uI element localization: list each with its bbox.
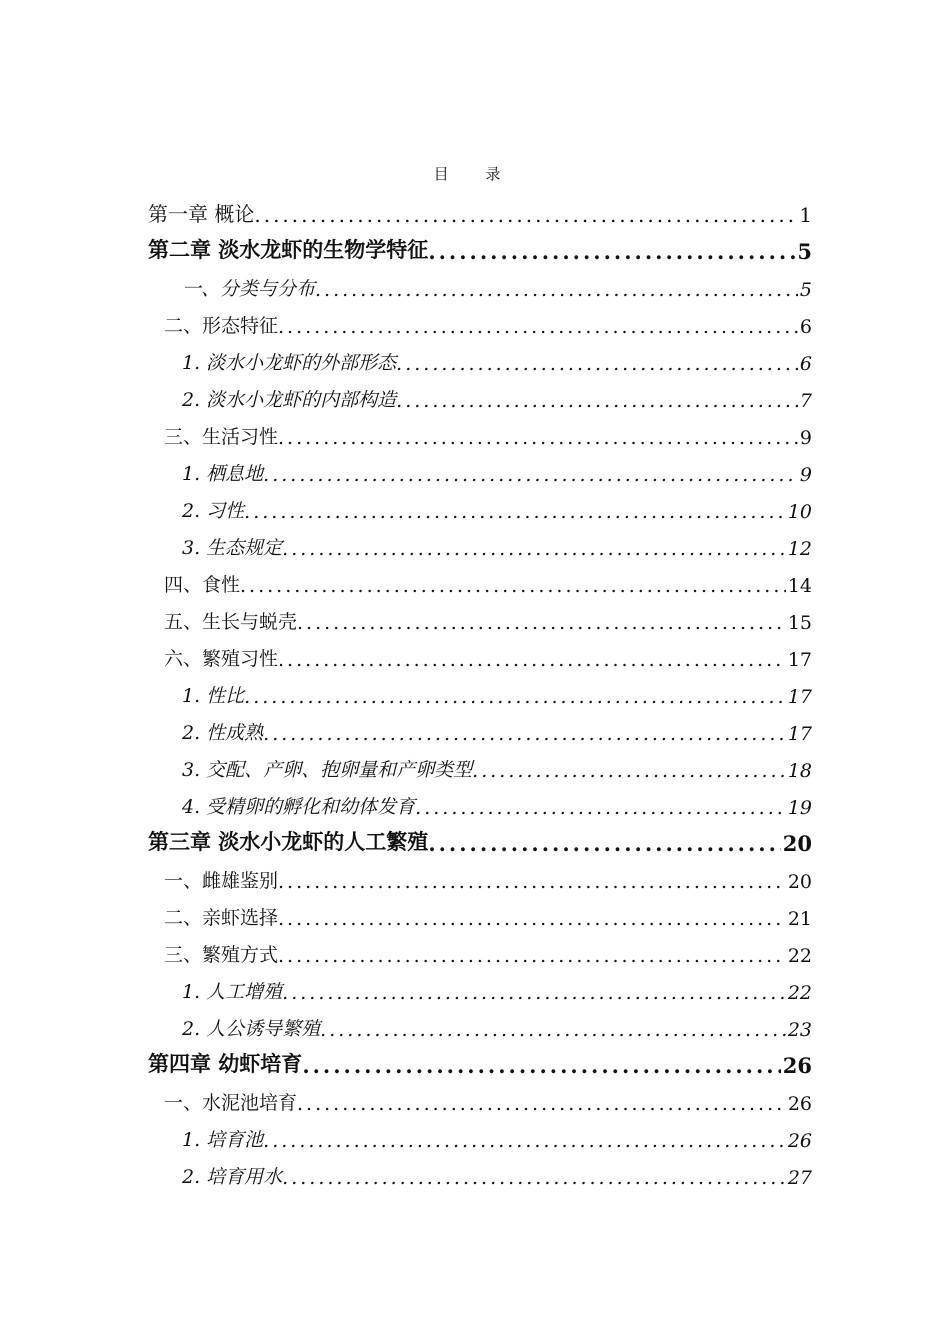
toc-entry-chapter-4[interactable] (148, 1041, 812, 1078)
dot-leader (282, 538, 786, 560)
toc-page-number: 20 (787, 871, 812, 893)
toc-page-number: 10 (787, 501, 812, 523)
toc-entry-label: 1. 淡水小龙虾的外部形态 (182, 352, 397, 374)
toc-entry-chapter-1[interactable] (148, 190, 812, 227)
dot-leader (278, 427, 798, 449)
toc-entry-subsection[interactable] (148, 449, 812, 486)
toc-entry-section[interactable] (148, 930, 812, 967)
toc-page-number: 1 (799, 203, 812, 227)
toc-entry-section[interactable] (148, 301, 812, 338)
toc-entry-subsection[interactable] (148, 338, 812, 375)
toc-entry-subsection[interactable] (148, 523, 812, 560)
toc-entry-label: 一、水泥池培育 (164, 1092, 298, 1114)
toc-title: 目 录 (433, 165, 517, 183)
dot-leader (297, 1093, 786, 1115)
toc-page-number: 26 (782, 1053, 812, 1078)
toc-entry-section[interactable] (148, 560, 812, 597)
dot-leader (244, 501, 786, 523)
dot-leader (415, 797, 786, 819)
dot-leader (302, 1053, 780, 1078)
toc-page-number: 14 (787, 575, 812, 597)
dot-leader (396, 390, 798, 412)
dot-leader (278, 871, 786, 893)
toc-entry-subsection[interactable] (148, 1004, 812, 1041)
toc-entry-label: 三、繁殖方式 (164, 944, 279, 966)
dot-leader (278, 649, 786, 671)
dot-leader (263, 1130, 786, 1152)
toc-entry-label: 第四章 幼虾培育 (148, 1051, 303, 1076)
dot-leader (278, 945, 786, 967)
toc-entry-label: 一、分类与分布 (182, 278, 316, 300)
toc-page-number: 17 (787, 686, 812, 708)
toc-page-number: 22 (787, 982, 812, 1004)
toc-entry-label: 四、食性 (164, 574, 241, 596)
toc-entry-section[interactable] (148, 1078, 812, 1115)
dot-leader (428, 239, 795, 264)
dot-leader (282, 1167, 786, 1189)
toc-page-number: 27 (787, 1167, 812, 1189)
toc-entry-label: 二、亲虾选择 (164, 907, 279, 929)
dot-leader (254, 203, 797, 227)
toc-entry-subsection[interactable] (148, 486, 812, 523)
dot-leader (396, 353, 798, 375)
toc-entry-label: 2. 性成熟 (182, 722, 264, 744)
dot-leader (244, 686, 786, 708)
toc-entry-subsection[interactable] (148, 967, 812, 1004)
toc-page-number: 23 (787, 1019, 812, 1041)
toc-page-number: 19 (787, 797, 812, 819)
toc-entry-label: 3. 生态规定 (182, 537, 283, 559)
dot-leader (320, 1019, 786, 1041)
toc-entry-subsection[interactable] (148, 1115, 812, 1152)
toc-entry-label: 1. 栖息地 (182, 463, 264, 485)
toc-page-number: 5 (799, 279, 812, 301)
dot-leader (263, 723, 786, 745)
toc-entry-label: 第三章 淡水小龙虾的人工繁殖 (148, 829, 429, 854)
toc-page-number: 6 (799, 316, 812, 338)
toc-page-number: 15 (787, 612, 812, 634)
toc-entry-chapter-3[interactable] (148, 819, 812, 856)
toc-entry-chapter-2[interactable] (148, 227, 812, 264)
dot-leader (240, 575, 786, 597)
toc-page-number: 6 (799, 353, 812, 375)
dot-leader (428, 831, 780, 856)
dot-leader (282, 982, 786, 1004)
toc-entry-section[interactable] (148, 856, 812, 893)
toc-entry-subsection[interactable] (148, 782, 812, 819)
toc-page-number: 22 (787, 945, 812, 967)
toc-page-number: 12 (787, 538, 812, 560)
toc-entry-section[interactable] (148, 893, 812, 930)
toc-entry-label: 二、形态特征 (164, 315, 279, 337)
toc-entry-label: 4. 受精卵的孵化和幼体发育 (182, 796, 416, 818)
toc-entry-section[interactable] (148, 597, 812, 634)
toc-entry-label: 3. 交配、产卵、抱卵量和产卵类型 (182, 759, 473, 781)
toc-entry-label: 1. 性比 (182, 685, 245, 707)
dot-leader (278, 908, 786, 930)
toc-entry-subsection[interactable] (148, 375, 812, 412)
toc-entry-section[interactable] (148, 412, 812, 449)
toc-entry-label: 2. 淡水小龙虾的内部构造 (182, 389, 397, 411)
toc-page-number: 26 (787, 1130, 812, 1152)
toc-page-number: 9 (799, 464, 812, 486)
toc-entry-label: 2. 人公诱导繁殖 (182, 1018, 321, 1040)
toc-page-number: 17 (787, 723, 812, 745)
toc-entry-label: 六、繁殖习性 (164, 648, 279, 670)
dot-leader (297, 612, 786, 634)
toc-page-number: 7 (799, 390, 812, 412)
toc-entry-subsection[interactable] (148, 708, 812, 745)
toc-entry-label: 1. 培育池 (182, 1129, 264, 1151)
toc-entry-section[interactable] (148, 264, 812, 301)
toc-entry-subsection[interactable] (148, 745, 812, 782)
toc-entry-label: 一、雌雄鉴别 (164, 870, 279, 892)
toc-entry-label: 第二章 淡水龙虾的生物学特征 (148, 237, 429, 262)
toc-page-number: 21 (787, 908, 812, 930)
dot-leader (472, 760, 786, 782)
toc-entry-section[interactable] (148, 634, 812, 671)
toc-page-number: 26 (787, 1093, 812, 1115)
toc-page-number: 17 (787, 649, 812, 671)
toc-entry-label: 五、生长与蜕壳 (164, 611, 298, 633)
toc-entry-label: 2. 培育用水 (182, 1166, 283, 1188)
toc-page-number: 9 (799, 427, 812, 449)
toc-page-number: 5 (797, 239, 812, 264)
toc-entry-label: 1. 人工增殖 (182, 981, 283, 1003)
dot-leader (315, 279, 798, 301)
toc-entry-label: 第一章 概论 (148, 202, 255, 226)
toc-entry-label: 三、生活习性 (164, 426, 279, 448)
toc-entry-label: 2. 习性 (182, 500, 245, 522)
table-of-contents (148, 190, 812, 1189)
toc-page-number: 20 (782, 831, 812, 856)
dot-leader (263, 464, 798, 486)
toc-entry-subsection[interactable] (148, 1152, 812, 1189)
toc-page-number: 18 (787, 760, 812, 782)
dot-leader (278, 316, 798, 338)
toc-entry-subsection[interactable] (148, 671, 812, 708)
